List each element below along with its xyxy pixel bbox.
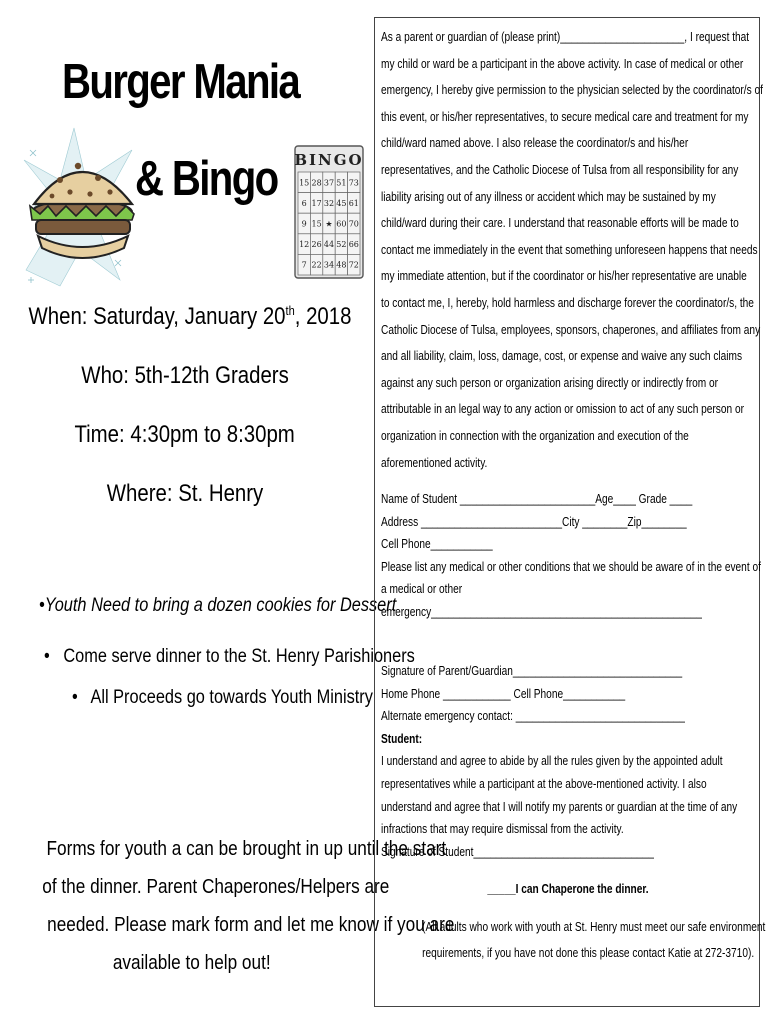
medical-conditions-prompt-cont: a medical or other: [381, 581, 463, 597]
release-paragraph-line: and all liability, claim, loss, damage, cost, or expense and waive any such claims: [381, 348, 743, 364]
bingo-number: 61: [348, 198, 359, 208]
bingo-number: 7: [301, 260, 307, 270]
bingo-number: 15: [299, 178, 310, 188]
student-agreement-line: representatives while a participant at the above-mentioned activity. I also: [381, 775, 707, 791]
bingo-number: 48: [336, 260, 347, 270]
event-where: Where: St. Henry: [106, 480, 264, 507]
release-paragraph-line: to contact me, I, hereby, hold harmless and discharge forever the coordinator/s, the: [381, 294, 754, 310]
forms-note: Forms for youth a can be brought in up until the start of the dinner. Parent Chaperones/Helpers are needed. Please mark form and let me know if you are available to help out!: [42, 838, 455, 974]
medical-conditions-prompt: Please list any medical or other conditions that we should be aware of in the event of: [381, 558, 761, 574]
bingo-number: 6: [301, 198, 307, 208]
bullet-cookies: •Youth Need to bring a dozen cookies for Dessert: [39, 595, 397, 616]
bingo-number: 52: [336, 240, 347, 250]
release-paragraph-line: my immediate attention, but if the coordinator or his/her representative are unable: [381, 268, 747, 284]
bingo-number: 34: [323, 260, 335, 270]
event-when: When: Saturday, January 20th, 2018: [28, 303, 352, 330]
title-line-1: Burger Mania: [62, 55, 300, 109]
release-paragraph-line: liability arising out of any illness or accident which may be sustained by my: [381, 188, 716, 204]
release-paragraph-line: representatives, and the Catholic Diocese of Tulsa from all responsibility for any: [381, 161, 739, 177]
emergency-field: emergency________________________________________________: [381, 603, 702, 619]
release-paragraph-line: As a parent or guardian of (please print)______________________, I request that: [381, 29, 750, 44]
release-paragraph-line: child/ward during their care. I understand that reasonable efforts will be made to: [381, 215, 739, 231]
student-agreement-line: I understand and agree to abide by all the rules given by the appointed adult: [381, 753, 723, 769]
bingo-card-header: BINGO: [294, 151, 364, 169]
release-paragraph-line: organization in connection with the organization and execution of the: [381, 427, 689, 443]
safe-environment-note: (All adults who work with youth at St. Henry must meet our safe environment requirements, if you have not done this please contact Katie at 272-3710).: [422, 919, 766, 960]
bingo-number: 28: [311, 178, 322, 188]
bingo-number: 66: [348, 240, 359, 250]
phone-fields: Home Phone ____________ Cell Phone___________: [381, 685, 626, 701]
burger-icon: [20, 120, 138, 290]
event-time: Time: 4:30pm to 8:30pm: [74, 421, 296, 448]
bingo-number: 37: [323, 178, 335, 188]
student-name-field: Name of Student ________________________Age____ Grade ____: [381, 491, 693, 506]
bullet-serve-dinner: • Come serve dinner to the St. Henry Parishioners: [44, 646, 415, 667]
bingo-number: ★: [325, 219, 333, 229]
student-heading: Student:: [381, 730, 423, 746]
bingo-number: 17: [311, 198, 322, 208]
release-paragraph-line: contact me immediately in the event that something unforeseen happens that needs: [381, 241, 758, 257]
bingo-number: 73: [348, 178, 359, 188]
student-agreement-line: infractions that may require dismissal from the activity.: [381, 821, 624, 837]
bingo-number: 15: [311, 219, 322, 229]
bingo-number: 51: [336, 178, 347, 188]
release-paragraph-line: this event, or his/her representatives, to secure medical care and treatment for my: [381, 108, 749, 124]
bingo-card-icon: [293, 144, 365, 280]
bingo-number: 32: [323, 198, 335, 208]
release-paragraph-line: child/ward named above. I also release the coordinator/s and his/her: [381, 135, 689, 151]
student-agreement-line: understand and agree that I will notify my parents or guardian at the time of any: [381, 798, 738, 814]
release-paragraph: [381, 24, 763, 476]
bingo-number: 72: [348, 260, 359, 270]
release-paragraph-line: against any such person or organization arising directly or indirectly from or: [381, 374, 719, 390]
bingo-number: 70: [348, 219, 359, 229]
release-paragraph-line: aforementioned activity.: [381, 454, 488, 470]
bingo-number: 60: [336, 219, 347, 229]
event-who: Who: 5th-12th Graders: [81, 362, 289, 389]
chaperone-checkbox-line: _____I can Chaperone the dinner.: [487, 881, 649, 896]
release-paragraph-line: attributable in an legal way to any action or omission to act of any such person or: [381, 401, 744, 417]
parent-fields: [381, 660, 755, 863]
release-paragraph-line: emergency, I hereby give permission to the physician selected by the coordinator/s of: [381, 82, 763, 98]
release-form: [374, 17, 766, 1007]
bullet-proceeds: • All Proceeds go towards Youth Ministry: [72, 687, 373, 708]
chaperone-section: [381, 878, 755, 901]
student-info-fields: [381, 488, 761, 624]
title-line-2: & Bingo: [135, 152, 278, 206]
address-field: Address _________________________City ________Zip________: [381, 513, 687, 529]
release-paragraph-line: Catholic Diocese of Tulsa, employees, sponsors, chaperones, and affiliates from any: [381, 321, 761, 337]
bingo-number: 9: [301, 219, 307, 229]
bingo-number: 45: [336, 198, 347, 208]
release-paragraph-line: my child or ward be a participant in the above activity. In case of medical or other: [381, 55, 744, 71]
bingo-number: 12: [299, 240, 310, 250]
bingo-number: 44: [323, 240, 335, 250]
alternate-contact-field: Alternate emergency contact: ______________________________: [381, 708, 685, 724]
bingo-number: 22: [311, 260, 322, 270]
student-signature-field: Signature of Student________________________________: [381, 843, 654, 859]
cell-phone-field: Cell Phone___________: [381, 536, 493, 552]
parent-signature-field: Signature of Parent/Guardian______________________________: [381, 663, 683, 678]
bingo-number: 26: [311, 240, 322, 250]
